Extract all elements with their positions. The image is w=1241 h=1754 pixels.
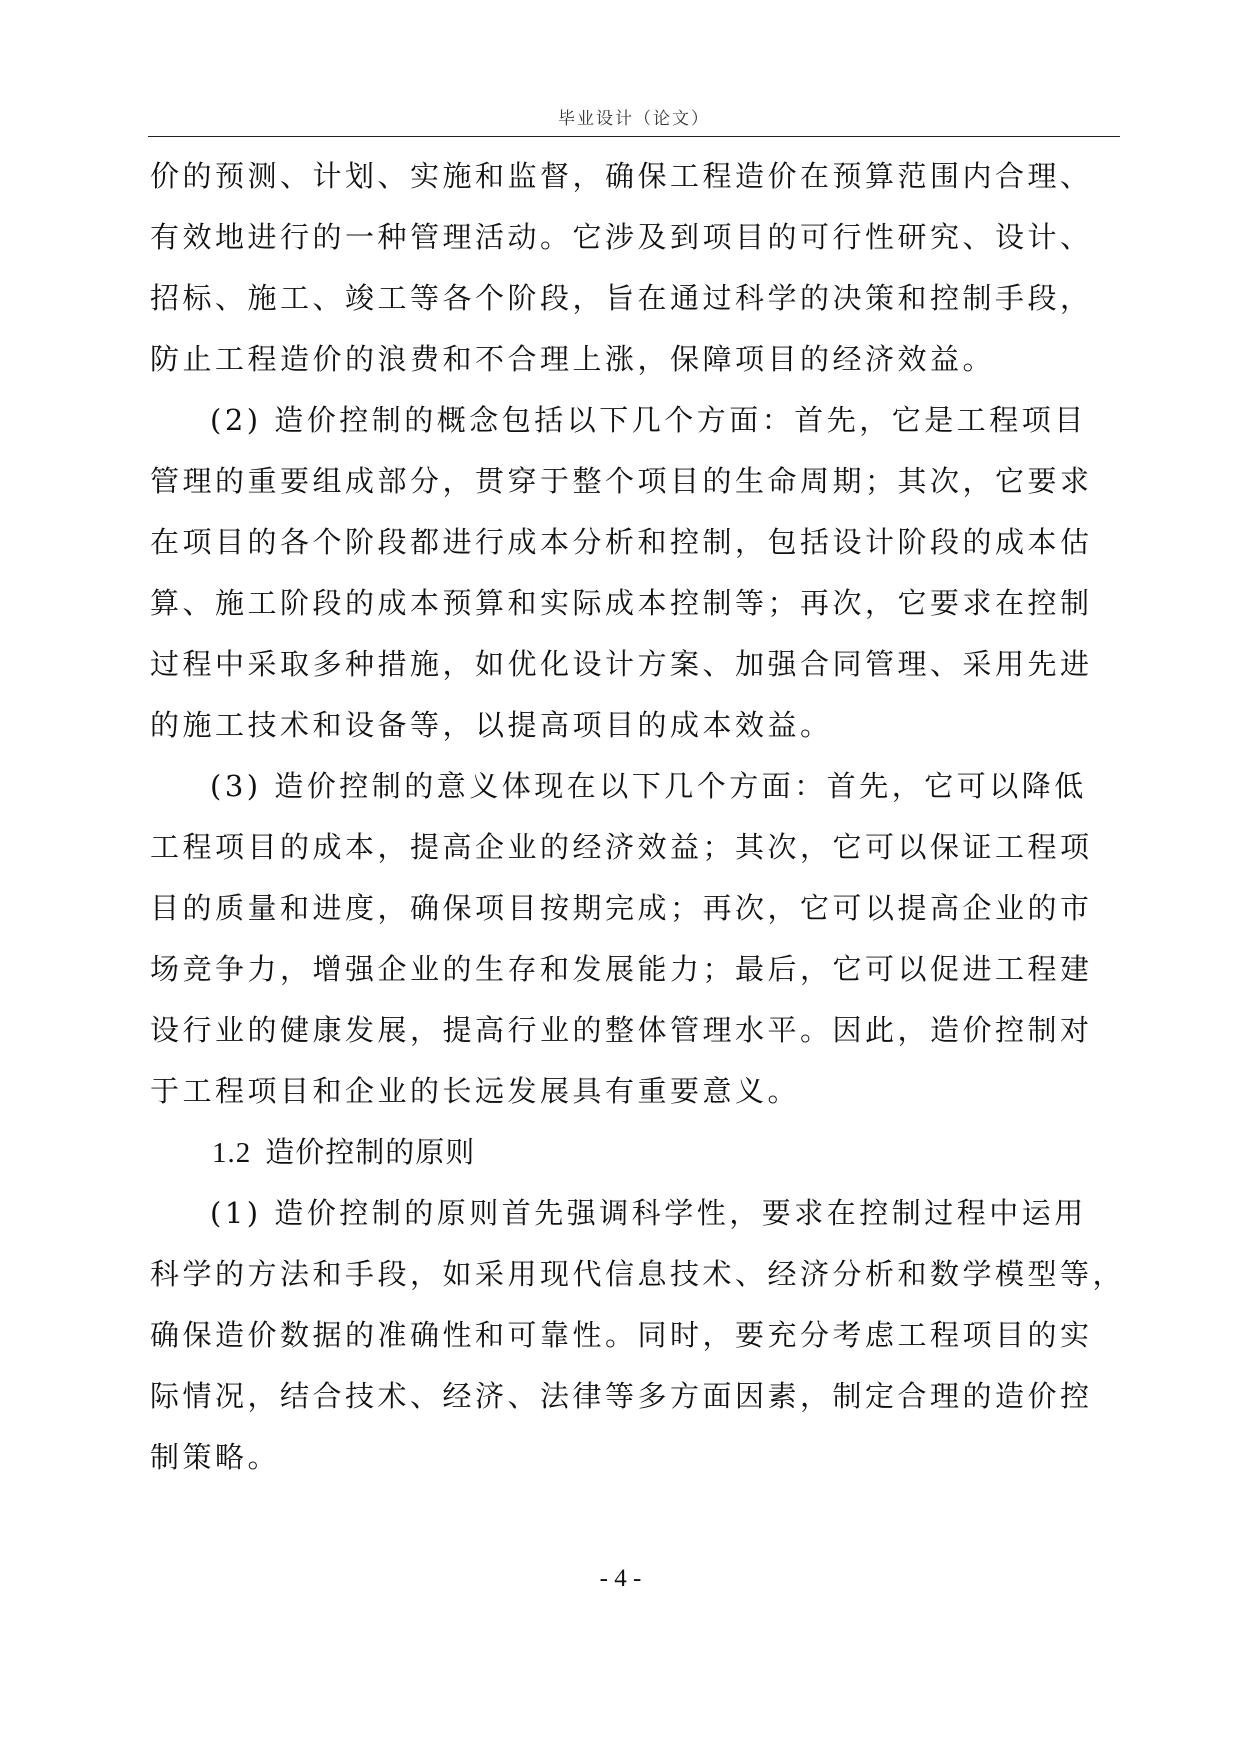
paragraph-3-first-line: (3) 造价控制的意义体现在以下几个方面：首先，它可以降低 (210, 769, 1087, 803)
text-line: 招标、施工、竣工等各个阶段，旨在通过科学的决策和控制手段， (150, 281, 1093, 315)
section-heading (150, 1122, 1130, 1183)
section-title: 造价控制的原则 (265, 1135, 476, 1169)
text-line: 于工程项目和企业的长远发展具有重要意义。 (150, 1074, 801, 1108)
text-line: 际情况，结合技术、经济、法律等多方面因素，制定合理的造价控 (150, 1379, 1093, 1413)
header-rule (148, 136, 1120, 137)
text-line: 算、施工阶段的成本预算和实际成本控制等；再次，它要求在控制 (150, 586, 1093, 620)
paragraph-1-first-line: (1) 造价控制的原则首先强调科学性，要求在控制过程中运用 (210, 1196, 1087, 1230)
text-line: 的施工技术和设备等，以提高项目的成本效益。 (150, 708, 833, 742)
text-line: 场竞争力，增强企业的生存和发展能力；最后，它可以促进工程建 (150, 952, 1093, 986)
section-number: 1.2 (212, 1137, 252, 1169)
text-line: 有效地进行的一种管理活动。它涉及到项目的可行性研究、设计、 (150, 220, 1093, 254)
text-line: 科学的方法和手段，如采用现代信息技术、经济分析和数学模型等， (150, 1257, 1126, 1291)
page-number: - 4 - (599, 1565, 642, 1592)
running-header: 毕业设计（论文） (558, 109, 710, 129)
text-line: 过程中采取多种措施，如优化设计方案、加强合同管理、采用先进 (150, 647, 1093, 681)
text-line: 价的预测、计划、实施和监督，确保工程造价在预算范围内合理、 (150, 159, 1093, 193)
text-line: 工程项目的成本，提高企业的经济效益；其次，它可以保证工程项 (150, 830, 1093, 864)
text-line: 目的质量和进度，确保项目按期完成；再次，它可以提高企业的市 (150, 891, 1093, 925)
text-line: 防止工程造价的浪费和不合理上涨，保障项目的经济效益。 (150, 342, 996, 376)
text-line: 制策略。 (150, 1440, 281, 1474)
paragraph-2-first-line: (2) 造价控制的概念包括以下几个方面：首先，它是工程项目 (210, 403, 1087, 437)
text-line: 管理的重要组成部分，贯穿于整个项目的生命周期；其次，它要求 (150, 464, 1093, 498)
text-line: 在项目的各个阶段都进行成本分析和控制，包括设计阶段的成本估 (150, 525, 1093, 559)
text-line: 设行业的健康发展，提高行业的整体管理水平。因此，造价控制对 (150, 1013, 1093, 1047)
text-line: 确保造价数据的准确性和可靠性。同时，要充分考虑工程项目的实 (150, 1318, 1093, 1352)
body-text (150, 146, 1130, 1488)
